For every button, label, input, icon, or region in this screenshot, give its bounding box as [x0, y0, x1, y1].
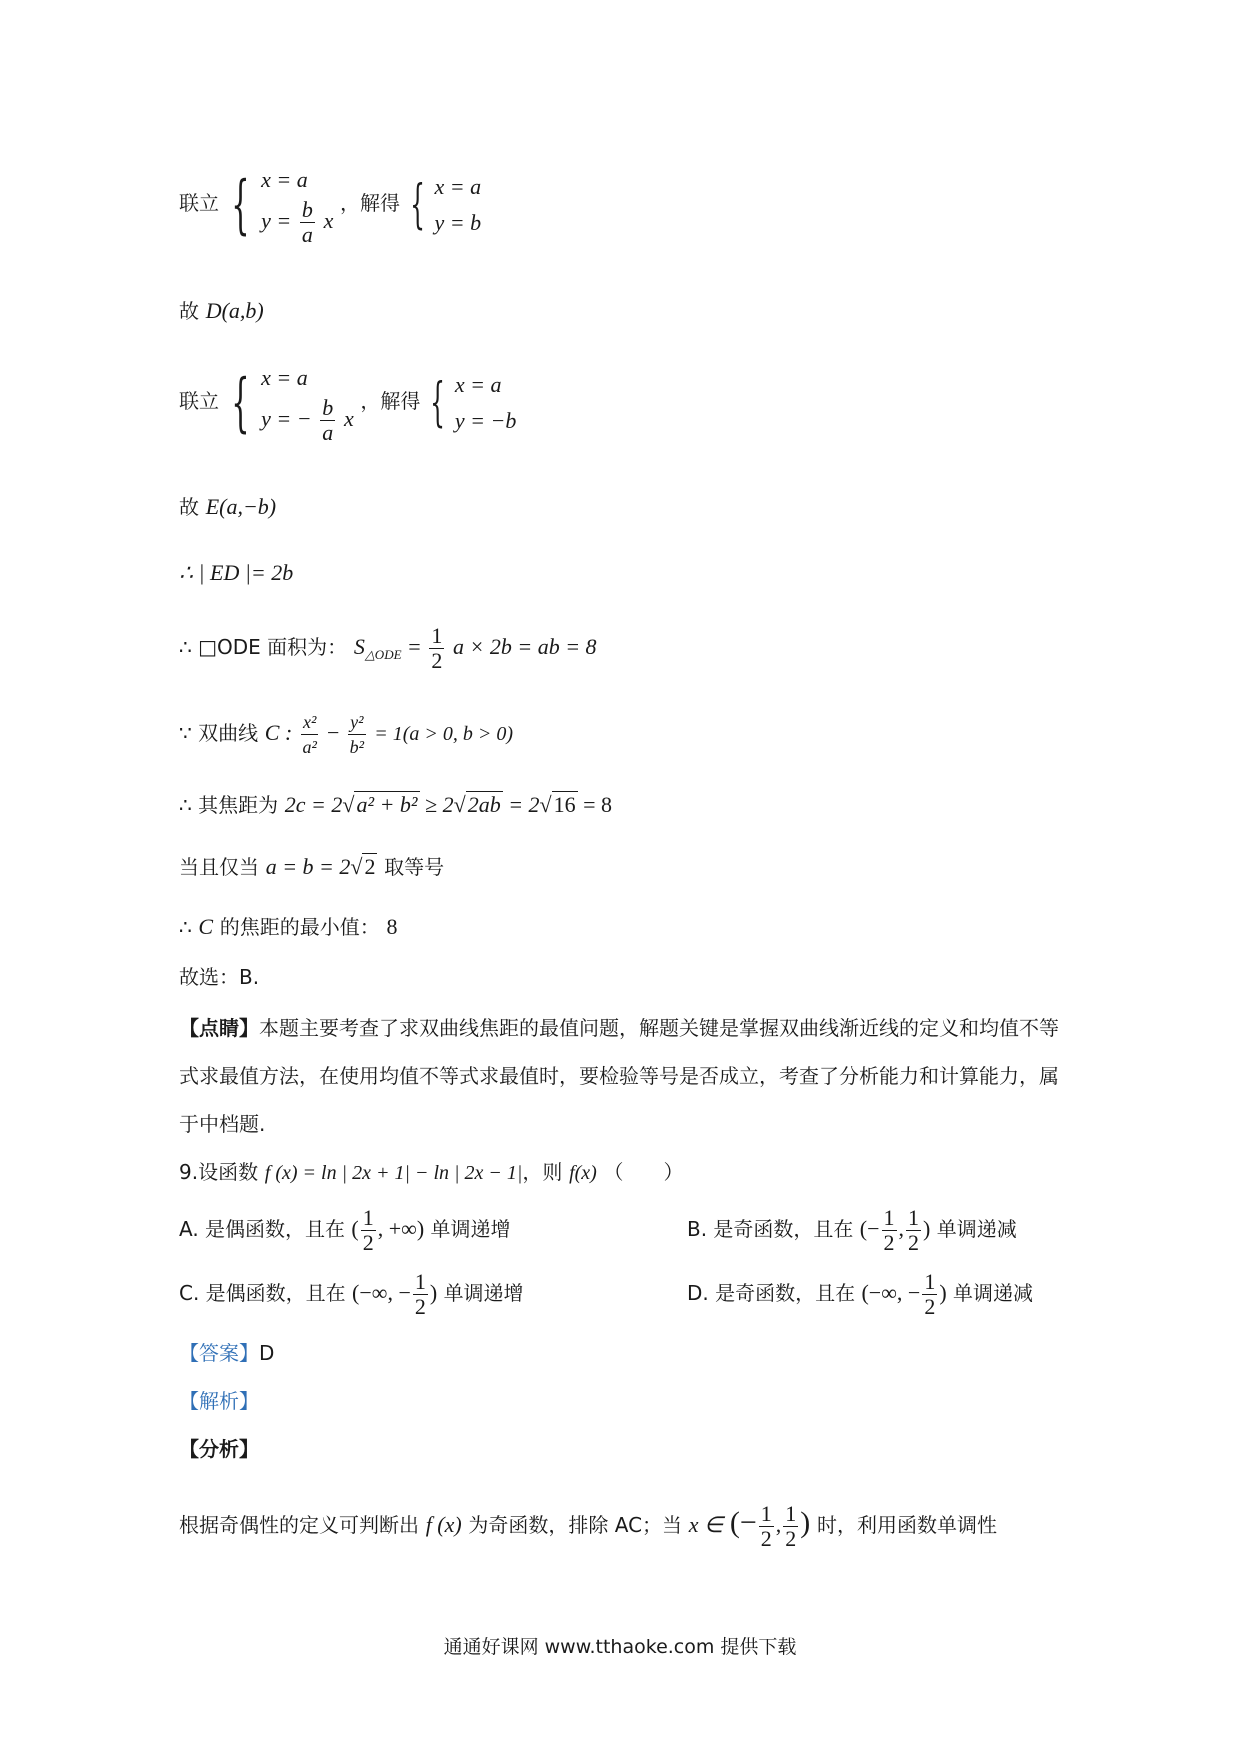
question-stem: 9.设函数 f (x) = ln | 2x + 1| − ln | 2x − 1|，则 f(x) （ ） — [179, 1160, 684, 1184]
lianli-label: 联立 — [179, 389, 219, 413]
jiede-label: ，解得 — [340, 191, 401, 215]
analysis-label: 【解析】 — [179, 1389, 259, 1413]
footer-text: 通通好课网 www.tthaoke.com 提供下载 — [443, 1636, 797, 1658]
option-d[interactable]: D. 是奇函数，且在 (−∞, − $\frac{1}{2}$ ) 单调递减 — [687, 1269, 1033, 1319]
fenxi-label: 【分析】 — [179, 1437, 259, 1461]
sqrt: a² + b² — [356, 792, 418, 817]
sqrt: 16 — [553, 792, 576, 817]
equation: y = − $\frac{b}{a}$ x — [261, 395, 354, 445]
minimum-line: ∴ C 的焦距的最小值： 8 — [179, 914, 398, 939]
choice-line: 故选：B. — [179, 965, 260, 989]
comment-paragraph — [179, 1004, 1064, 1148]
conclusion-line: 故 E(a,−b) — [179, 494, 277, 519]
fraction: $\frac{\text{x²}}{\text{a²}}$ — [302, 712, 317, 757]
focal-distance-line: ∴ 其焦距为 2c = 2√a² + b² ≥ 2√2ab = 2√16 = 8 — [179, 792, 613, 817]
fraction: $\frac{1}{2}$ — [908, 1205, 920, 1255]
fraction: $\frac{1}{2}$ — [414, 1269, 426, 1319]
sqrt: 2ab — [467, 792, 501, 817]
sqrt: 2 — [364, 854, 376, 879]
equation: x = a — [261, 365, 308, 390]
fenxi-heading — [179, 1434, 259, 1464]
answer-value: D — [259, 1341, 275, 1365]
equation-system: { x = a y = − $\frac{b}{a}$ x — [226, 360, 354, 445]
area-line: ∴ □ODE 面积为： $S_{\triangle ODE}$ = $\frac{1}{2}$ a × 2b = ab = 8 — [179, 623, 597, 673]
equality-line: 当且仅当 a = b = 2√2 取等号 — [179, 854, 445, 879]
solution: x = a — [454, 371, 502, 397]
solution: y = b — [434, 209, 482, 235]
comment-text: 本题主要考查了求双曲线焦距的最值问题，解题关键是掌握双曲线渐近线的定义和均值不等式求最值方法，在使用均值不等式求最值时，要检验等号是否成立，考查了分析能力和计算能力，属于中档题. — [179, 1016, 1059, 1136]
option-a[interactable]: A. 是偶函数，且在 ( $\frac{1}{2}$ , +∞) 单调递增 — [179, 1205, 511, 1255]
hyperbola-line: ∵ 双曲线 C : $\frac{\text{x²}}{\text{a²}}$ − $\frac{\text{y²}}{\text{b²}}$ = 1(a > 0, b > 0) — [179, 712, 514, 757]
ed-length-line: ∴ | ED |= 2b — [179, 560, 294, 585]
fraction: $\frac{1}{2}$ — [924, 1269, 936, 1319]
answer-label: 【答案】 — [179, 1341, 259, 1365]
equation: y = $\frac{b}{a}$ x — [261, 197, 334, 247]
comment-label: 【点睛】 — [179, 1016, 259, 1040]
conclusion-line: 故 D(a,b) — [179, 298, 264, 323]
solution: x = a — [434, 173, 482, 199]
system-line-2 — [179, 360, 516, 445]
solution: y = −b — [454, 407, 517, 433]
option-c[interactable]: C. 是偶函数，且在 (−∞, − $\frac{1}{2}$ ) 单调递增 — [179, 1269, 524, 1319]
equation-system: { x = a y = $\frac{b}{a}$ x — [226, 162, 334, 247]
solution-system: { x = a y = b — [407, 169, 481, 241]
fraction: $\frac{b}{a}$ — [322, 395, 334, 445]
fraction: $\frac{\text{y²}}{\text{b²}}$ — [349, 712, 365, 757]
analysis-heading — [179, 1386, 259, 1416]
fraction: $\frac{1}{2}$ — [785, 1501, 797, 1551]
system-line-1 — [179, 162, 481, 247]
equation: x = a — [261, 167, 308, 192]
solution-system: { x = a y = −b — [427, 367, 516, 439]
point-d: D(a,b) — [205, 298, 264, 323]
fraction: $\frac{1}{2}$ — [431, 623, 443, 673]
jiede-label: ，解得 — [360, 389, 421, 413]
lianli-label: 联立 — [179, 191, 219, 215]
fraction: $\frac{1}{2}$ — [362, 1205, 374, 1255]
answer-line — [179, 1338, 274, 1368]
analysis-line: 根据奇偶性的定义可判断出 f (x) 为奇函数，排除 AC；当 x ∈ (− $\frac{1}{2}$ , $\frac{1}{2}$ ) 时，利用函数单调性 — [179, 1501, 997, 1551]
option-b[interactable]: B. 是奇函数，且在 (− $\frac{1}{2}$ , $\frac{1}{2}$ ) 单调递减 — [687, 1205, 1017, 1255]
fraction: $\frac{b}{a}$ — [301, 197, 313, 247]
fraction: $\frac{1}{2}$ — [760, 1501, 772, 1551]
fraction: $\frac{1}{2}$ — [883, 1205, 895, 1255]
point-e: E(a,−b) — [205, 494, 277, 519]
